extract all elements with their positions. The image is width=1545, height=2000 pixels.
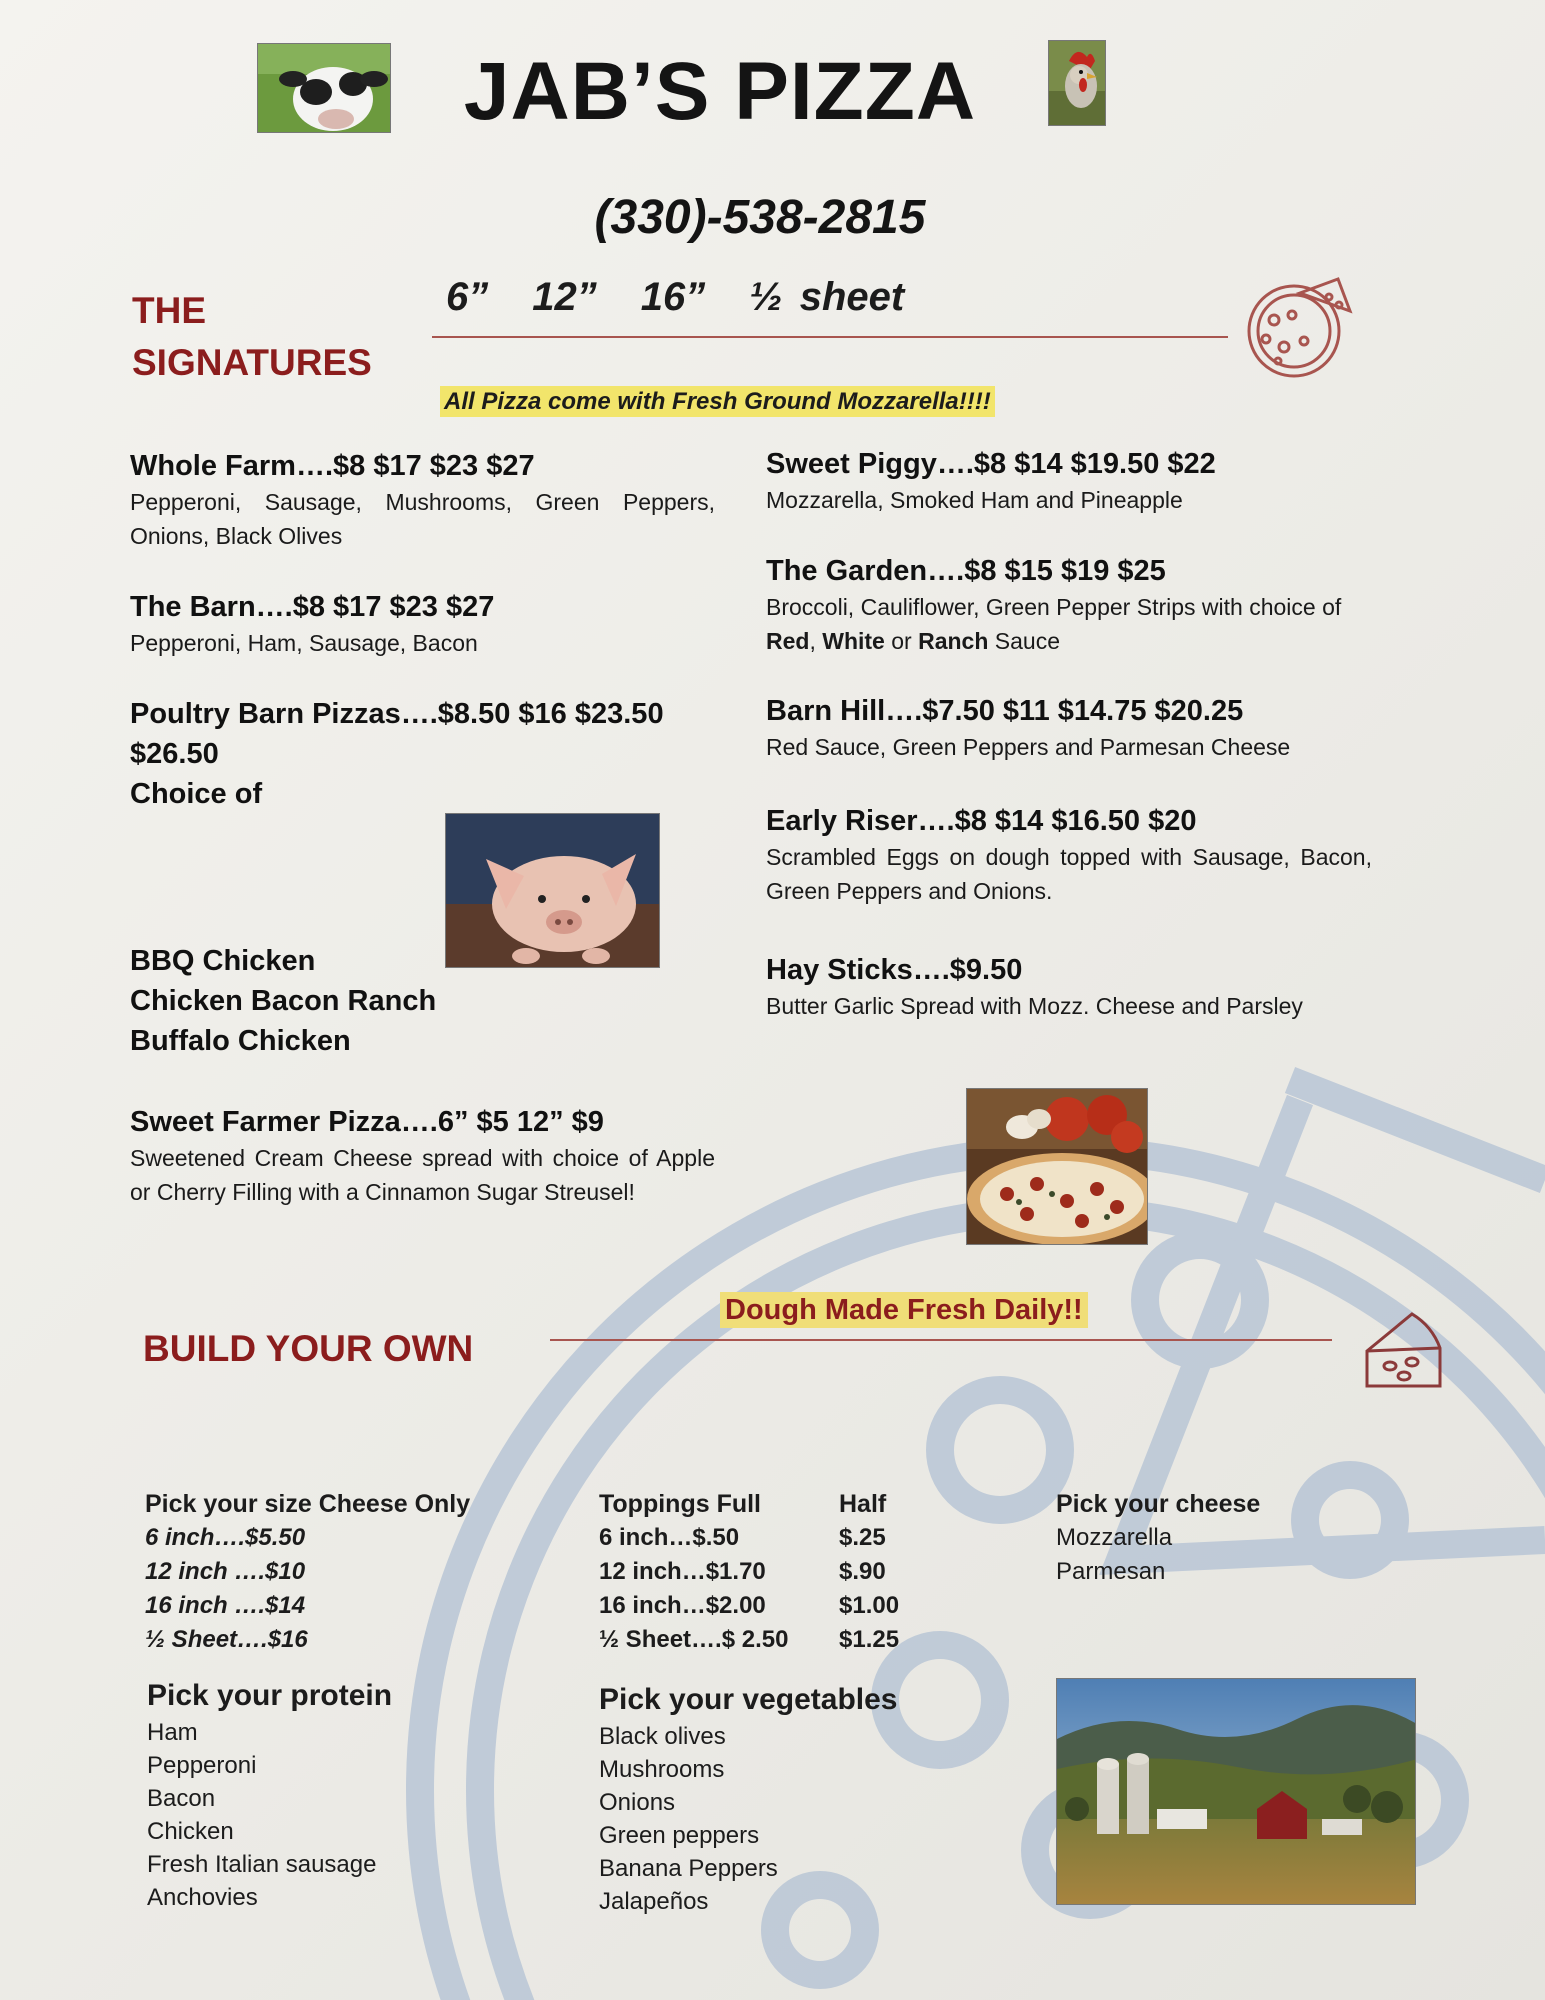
vegetables-list [599,1680,959,1918]
the-garden-sep1: , [809,628,823,654]
sweet-farmer-name: Sweet Farmer Pizza….6” $5 12” $9 [130,1106,604,1138]
size-column-head: Pick your size Cheese Only [145,1490,471,1518]
dough-banner [720,1294,1088,1327]
veg-onions: Onions [599,1789,676,1816]
toppings-column [599,1487,959,1657]
veg-green-peppers: Green peppers [599,1822,760,1849]
protein-ham: Ham [147,1719,198,1746]
topping-half-16: $1.00 [839,1592,900,1619]
signatures-heading-line2: SIGNATURES [132,342,372,383]
item-poultry-barn [130,694,730,814]
cheese-mozzarella: Mozzarella [1056,1524,1173,1551]
the-barn-desc: Pepperoni, Ham, Sausage, Bacon [130,630,478,656]
early-riser-name: Early Riser….$8 $14 $16.50 $20 [766,805,1197,837]
sweet-farmer-desc: Sweetened Cream Cheese spread with choice of Apple or Cherry Filling with a Cinnamon Sugar Streusel! [130,1145,715,1205]
protein-bacon: Bacon [147,1785,216,1812]
the-garden-desc-a: Broccoli, Cauliflower, Green Pepper Strips with choice of [766,594,1342,620]
cheese-column-head: Pick your cheese [1056,1490,1261,1518]
sauce-white: White [822,628,885,654]
item-sweet-farmer [130,1103,715,1209]
size-row-6: 6 inch….$5.50 [145,1524,306,1551]
hay-sticks-name: Hay Sticks….$9.50 [766,954,1023,986]
topping-half-half-sheet: $1.25 [839,1626,900,1653]
protein-pepperoni: Pepperoni [147,1752,257,1779]
topping-full-16: 16 inch…$2.00 [599,1592,766,1619]
topping-half-12: $.90 [839,1558,886,1585]
poultry-choices [130,941,530,1061]
signatures-divider [432,336,1228,338]
veg-mushrooms: Mushrooms [599,1756,725,1783]
the-garden-desc-b: Sauce [988,628,1060,654]
size-half-sheet: ½ sheet [749,275,905,319]
signatures-heading [132,285,372,389]
mozzarella-note-text: All Pizza come with Fresh Ground Mozzarella!!!! [440,386,995,417]
protein-anchovies: Anchovies [147,1884,258,1911]
the-barn-name: The Barn….$8 $17 $23 $27 [130,591,495,623]
size-row-16: 16 inch ….$14 [145,1592,306,1619]
the-garden-name: The Garden….$8 $15 $19 $25 [766,555,1166,587]
veg-jalapenos: Jalapeños [599,1888,709,1915]
choice-chicken-bacon-ranch: Chicken Bacon Ranch [130,985,437,1017]
cheese-column [1056,1487,1356,1589]
item-hay-sticks [766,951,1376,1023]
early-riser-desc: Scrambled Eggs on dough topped with Sausage, Bacon, Green Peppers and Onions. [766,844,1372,904]
sweet-piggy-name: Sweet Piggy….$8 $14 $19.50 $22 [766,448,1216,480]
veg-black-olives: Black olives [599,1723,726,1750]
build-your-own-heading: BUILD YOUR OWN [143,1328,474,1369]
restaurant-title: JAB’S PIZZA [463,46,977,137]
protein-italian-sausage: Fresh Italian sausage [147,1851,377,1878]
size-6: 6” [446,275,489,319]
byo-divider [550,1339,1332,1341]
item-sweet-piggy [766,445,1376,517]
poultry-barn-name: Poultry Barn Pizzas….$8.50 $16 $23.50 $26.50 [130,698,664,770]
veg-banana-peppers: Banana Peppers [599,1855,778,1882]
pizza-icon [1244,275,1354,380]
vegetables-head: Pick your vegetables [599,1683,898,1716]
phone-number: (330)-538-2815 [594,191,926,244]
whole-farm-name: Whole Farm….$8 $17 $23 $27 [130,450,535,482]
size-12: 12” [532,275,597,319]
size-row-12: 12 inch ….$10 [145,1558,306,1585]
item-whole-farm [130,447,715,553]
size-column [145,1487,535,1657]
topping-half-6: $.25 [839,1524,886,1551]
barn-hill-name: Barn Hill….$7.50 $11 $14.75 $20.25 [766,695,1244,727]
sauce-red: Red [766,628,810,654]
the-garden-desc [766,590,1376,658]
signatures-heading-line1: THE [132,290,206,331]
topping-full-12: 12 inch…$1.70 [599,1558,766,1585]
size-16: 16” [640,275,706,319]
topping-full-6: 6 inch…$.50 [599,1524,740,1551]
topping-full-half-sheet: ½ Sheet….$ 2.50 [599,1626,789,1653]
cow-photo [257,43,391,133]
protein-chicken: Chicken [147,1818,234,1845]
hay-sticks-desc: Butter Garlic Spread with Mozz. Cheese and Parsley [766,993,1303,1019]
barn-hill-desc: Red Sauce, Green Peppers and Parmesan Cheese [766,734,1291,760]
item-the-garden [766,552,1376,658]
item-the-barn [130,588,715,660]
choice-bbq-chicken: BBQ Chicken [130,945,316,977]
item-barn-hill [766,692,1376,764]
cheese-icon [1362,1306,1444,1398]
toppings-head-full: Toppings Full [599,1490,761,1518]
sweet-piggy-desc: Mozzarella, Smoked Ham and Pineapple [766,487,1183,513]
poultry-barn-choice-label: Choice of [130,778,263,810]
mozzarella-note [440,388,995,416]
size-header [446,275,904,320]
pizza-photo [966,1088,1148,1245]
protein-head: Pick your protein [147,1679,393,1712]
item-early-riser [766,802,1372,908]
protein-list [147,1676,527,1914]
sauce-ranch: Ranch [918,628,989,654]
rooster-photo [1048,40,1106,126]
the-garden-sep2: or [884,628,919,654]
dough-banner-text: Dough Made Fresh Daily!! [720,1292,1088,1328]
choice-buffalo-chicken: Buffalo Chicken [130,1025,351,1057]
toppings-head-half: Half [839,1490,887,1518]
size-row-half-sheet: ½ Sheet….$16 [145,1626,308,1653]
cheese-parmesan: Parmesan [1056,1558,1166,1585]
farm-landscape-photo [1056,1678,1416,1905]
whole-farm-desc: Pepperoni, Sausage, Mushrooms, Green Peppers, Onions, Black Olives [130,489,715,549]
